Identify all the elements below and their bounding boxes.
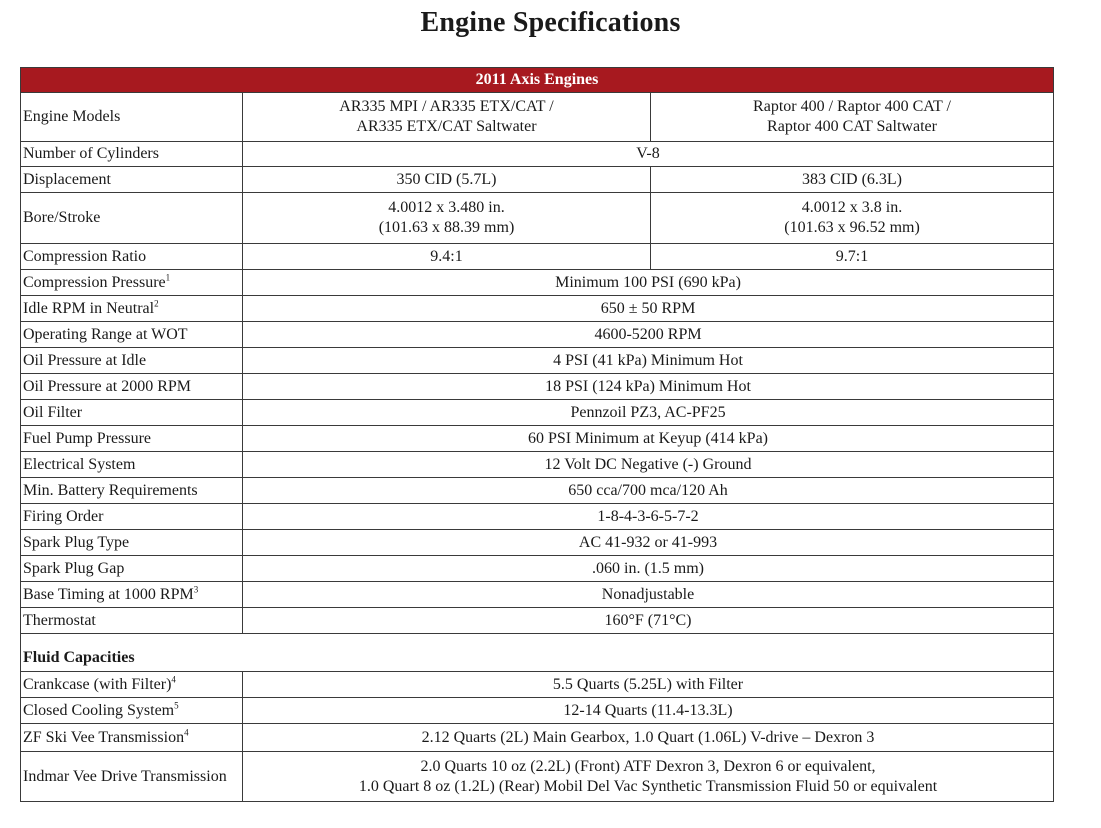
row-label-text: Oil Pressure at 2000 RPM <box>23 377 191 395</box>
row-label <box>21 452 243 478</box>
footnote-marker: 2 <box>154 298 159 309</box>
row-label <box>21 698 243 724</box>
row-label <box>21 530 243 556</box>
table-row <box>21 296 1054 322</box>
table-row <box>21 270 1054 296</box>
table-row <box>21 348 1054 374</box>
row-label-text: Displacement <box>23 170 111 188</box>
row-label-text: Compression Pressure <box>23 273 166 291</box>
row-label-text: Electrical System <box>23 455 136 473</box>
table-row <box>21 322 1054 348</box>
row-label <box>21 167 243 193</box>
row-value: 160°F (71°C) <box>243 608 1054 634</box>
footnote-marker: 5 <box>174 700 179 711</box>
row-value-col2 <box>651 193 1054 244</box>
row-label <box>21 296 243 322</box>
row-label <box>21 322 243 348</box>
row-value-col1: 350 CID (5.7L) <box>243 167 651 193</box>
row-value: 12 Volt DC Negative (-) Ground <box>243 452 1054 478</box>
row-label <box>21 400 243 426</box>
row-value: 12-14 Quarts (11.4-13.3L) <box>243 698 1054 724</box>
table-row <box>21 672 1054 698</box>
row-label-text: Spark Plug Gap <box>23 559 125 577</box>
page-title: Engine Specifications <box>420 7 681 38</box>
table-row <box>21 142 1054 167</box>
row-value: 4 PSI (41 kPa) Minimum Hot <box>243 348 1054 374</box>
value-line: 4.0012 x 3.480 in. <box>388 199 505 216</box>
table-row <box>21 452 1054 478</box>
table-banner-row <box>21 68 1054 93</box>
footnote-marker: 4 <box>171 674 176 685</box>
row-label-text: Min. Battery Requirements <box>23 481 198 499</box>
value-line: 4.0012 x 3.8 in. <box>801 199 903 216</box>
table-row <box>21 478 1054 504</box>
table-row <box>21 724 1054 752</box>
row-label-text: Compression Ratio <box>23 247 147 265</box>
table-row <box>21 193 1054 244</box>
table-row <box>21 167 1054 193</box>
row-label <box>21 142 243 167</box>
value-line: AR335 ETX/CAT Saltwater <box>356 118 537 135</box>
row-label <box>21 348 243 374</box>
row-value: 650 ± 50 RPM <box>243 296 1054 322</box>
row-label <box>21 374 243 400</box>
table-row <box>21 556 1054 582</box>
section-heading: Fluid Capacities <box>21 634 1054 672</box>
row-label <box>21 582 243 608</box>
row-value: Nonadjustable <box>243 582 1054 608</box>
row-label <box>21 672 243 698</box>
row-value: V-8 <box>243 142 1054 167</box>
row-value <box>243 752 1054 802</box>
table-row <box>21 582 1054 608</box>
engine-spec-table <box>20 67 1054 802</box>
row-label-text: Bore/Stroke <box>23 209 101 226</box>
row-value: 4600-5200 RPM <box>243 322 1054 348</box>
row-value: 2.12 Quarts (2L) Main Gearbox, 1.0 Quart (1.06L) V-drive – Dexron 3 <box>243 724 1054 752</box>
row-label-text: Number of Cylinders <box>23 145 159 162</box>
row-value: 5.5 Quarts (5.25L) with Filter <box>243 672 1054 698</box>
value-line: (101.63 x 88.39 mm) <box>378 219 515 236</box>
row-label <box>21 426 243 452</box>
table-row <box>21 244 1054 270</box>
row-label-text: Idle RPM in Neutral <box>23 299 155 317</box>
row-value-col2 <box>651 93 1054 142</box>
value-line: Raptor 400 / Raptor 400 CAT / <box>753 98 951 115</box>
row-value: Minimum 100 PSI (690 kPa) <box>243 270 1054 296</box>
row-label <box>21 608 243 634</box>
row-label-text: Crankcase (with Filter) <box>23 675 172 693</box>
row-label <box>21 193 243 244</box>
row-value-col2: 383 CID (6.3L) <box>651 167 1054 193</box>
row-label-text: Closed Cooling System <box>23 701 175 719</box>
table-row <box>21 426 1054 452</box>
row-value: 650 cca/700 mca/120 Ah <box>243 478 1054 504</box>
row-value: AC 41-932 or 41-993 <box>243 530 1054 556</box>
row-label-text: Oil Filter <box>23 403 83 421</box>
table-row <box>21 504 1054 530</box>
value-line: AR335 MPI / AR335 ETX/CAT / <box>339 98 554 115</box>
row-label-text: Engine Models <box>23 108 121 125</box>
row-label <box>21 504 243 530</box>
row-value: 1-8-4-3-6-5-7-2 <box>243 504 1054 530</box>
row-label-text: Base Timing at 1000 RPM <box>23 585 194 603</box>
row-label <box>21 724 243 752</box>
footnote-marker: 4 <box>184 727 189 738</box>
row-value: .060 in. (1.5 mm) <box>243 556 1054 582</box>
value-line: Raptor 400 CAT Saltwater <box>767 118 937 135</box>
row-label-text: Firing Order <box>23 507 104 525</box>
value-line: 1.0 Quart 8 oz (1.2L) (Rear) Mobil Del Vac Synthetic Transmission Fluid 50 or equivalent <box>358 777 938 795</box>
row-value-col2: 9.7:1 <box>651 244 1054 270</box>
row-label-text: Fuel Pump Pressure <box>23 429 151 447</box>
table-row <box>21 93 1054 142</box>
row-value-col1 <box>243 193 651 244</box>
row-value: 60 PSI Minimum at Keyup (414 kPa) <box>243 426 1054 452</box>
section-row <box>21 634 1054 672</box>
row-label <box>21 93 243 142</box>
row-label <box>21 244 243 270</box>
row-label-text: Operating Range at WOT <box>23 325 188 343</box>
row-label <box>21 556 243 582</box>
row-value: 18 PSI (124 kPa) Minimum Hot <box>243 374 1054 400</box>
row-value-col1: 9.4:1 <box>243 244 651 270</box>
table-row <box>21 752 1054 802</box>
row-value-col1 <box>243 93 651 142</box>
row-label <box>21 270 243 296</box>
footnote-marker: 1 <box>165 272 171 283</box>
row-label-text: Thermostat <box>23 611 96 629</box>
row-label <box>21 478 243 504</box>
row-label-text: Spark Plug Type <box>23 533 130 551</box>
row-value: Pennzoil PZ3, AC-PF25 <box>243 400 1054 426</box>
table-row <box>21 374 1054 400</box>
footnote-marker: 3 <box>193 584 199 595</box>
value-line: (101.63 x 96.52 mm) <box>784 219 920 236</box>
value-line: 2.0 Quarts 10 oz (2.2L) (Front) ATF Dexron 3, Dexron 6 or equivalent, <box>420 757 876 775</box>
row-label <box>21 752 243 802</box>
row-label-text: Oil Pressure at Idle <box>23 351 147 369</box>
table-row <box>21 698 1054 724</box>
table-row <box>21 400 1054 426</box>
row-label-text: ZF Ski Vee Transmission <box>23 728 185 746</box>
table-banner: 2011 Axis Engines <box>21 68 1054 93</box>
table-row <box>21 530 1054 556</box>
spec-table-body <box>21 68 1054 802</box>
table-row <box>21 608 1054 634</box>
row-label-text: Indmar Vee Drive Transmission <box>23 767 227 785</box>
